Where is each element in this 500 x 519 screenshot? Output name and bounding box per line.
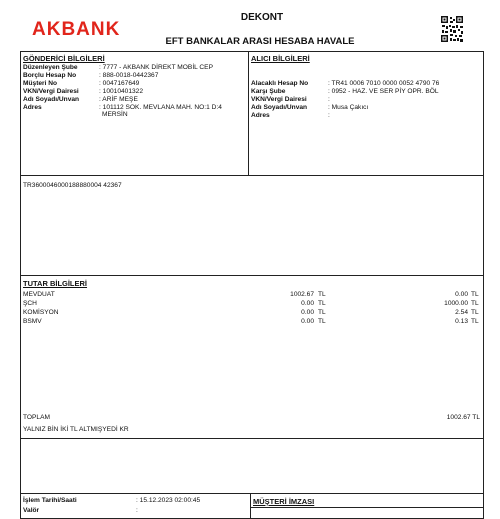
- receiver-section-title: ALICI BİLGİLERİ: [251, 54, 310, 63]
- receiver-row: [251, 104, 368, 112]
- divider: [20, 493, 484, 494]
- field-label: Müşteri No: [23, 80, 58, 87]
- field-label: Adı Soyadı/Unvan: [251, 104, 308, 111]
- amount-value: 0.00: [301, 300, 314, 307]
- field-label: VKN/Vergi Dairesi: [251, 96, 307, 103]
- amount-value: 1002.67: [290, 291, 314, 298]
- amount-value: 0.00: [301, 309, 314, 316]
- sender-row: [23, 88, 143, 96]
- field-value: : TR41 0006 7010 0000 0052 4790 76: [328, 80, 440, 87]
- receiver-row: [251, 96, 330, 104]
- document-title: DEKONT: [240, 12, 284, 23]
- amount-value-2: 0.00: [455, 291, 468, 298]
- currency: TL: [471, 291, 479, 298]
- field-value: : 888-0018-0442367: [99, 72, 159, 79]
- valor-row: [23, 507, 138, 515]
- sender-row: [23, 72, 158, 80]
- total-label: TOPLAM: [23, 414, 50, 421]
- currency: TL: [318, 300, 326, 307]
- sender-row: [23, 96, 138, 104]
- field-value: : Musa Çakıcı: [328, 104, 369, 111]
- currency: TL: [471, 309, 479, 316]
- divider: [20, 438, 484, 439]
- field-value: : 10010401322: [99, 88, 144, 95]
- amount-label: BSMV: [23, 318, 42, 325]
- field-label: Borçlu Hesap No: [23, 72, 77, 79]
- field-label: Alacaklı Hesap No: [251, 80, 309, 87]
- amount-in-words: YALNIZ BİN İKİ TL ALTMIŞYEDİ KR: [23, 426, 129, 433]
- field-value: : 15.12.2023 02:00:45: [136, 497, 201, 504]
- transaction-date-row: [23, 497, 200, 505]
- field-value: :: [328, 112, 330, 119]
- divider: [20, 275, 484, 276]
- column-divider: [250, 493, 251, 519]
- field-label: Adı Soyadı/Unvan: [23, 96, 80, 103]
- field-label: Adres: [251, 112, 270, 119]
- currency: TL: [318, 309, 326, 316]
- akbank-logo: AKBANK: [32, 19, 121, 40]
- field-label: Adres: [23, 104, 42, 111]
- currency: TL: [318, 318, 326, 325]
- sender-row: [23, 80, 139, 88]
- amount-value-2: 2.54: [455, 309, 468, 316]
- currency: TL: [318, 291, 326, 298]
- receipt-frame: [20, 51, 484, 519]
- receiver-row: [251, 112, 330, 120]
- field-value: :: [328, 96, 330, 103]
- field-value: : ARİF MEŞE: [99, 96, 138, 103]
- currency: TL: [471, 318, 479, 325]
- field-label: Düzenleyen Şube: [23, 64, 78, 71]
- column-divider: [248, 51, 249, 175]
- field-value: : 101112 SOK. MEVLANA MAH. NO:1 D:4: [99, 104, 222, 111]
- field-value: : 0047167649: [99, 80, 140, 87]
- receiver-row: [251, 80, 439, 88]
- field-value: : 0952 - HAZ. VE SER PİY OPR. BÖL: [328, 88, 439, 95]
- sender-row: [23, 64, 213, 72]
- address-line-2: MERSİN: [102, 111, 128, 118]
- amount-value: 0.00: [301, 318, 314, 325]
- description-text: TR3600046000188880004 42367: [23, 182, 122, 189]
- currency: TL: [471, 300, 479, 307]
- amount-label: ŞCH: [23, 300, 37, 307]
- field-label: İşlem Tarihi/Saati: [23, 497, 77, 504]
- qr-code-icon: [441, 16, 463, 42]
- field-value: : 7777 - AKBANK DİREKT MOBİL CEP: [99, 64, 213, 71]
- document-subtitle: EFT BANKALAR ARASI HESABA HAVALE: [165, 36, 355, 47]
- total-value: 1002.67 TL: [446, 414, 480, 421]
- field-label: Karşı Şube: [251, 88, 286, 95]
- divider: [20, 175, 484, 176]
- amount-value-2: 1000.00: [444, 300, 468, 307]
- divider: [250, 507, 484, 508]
- amounts-section-title: TUTAR BİLGİLERİ: [23, 279, 88, 288]
- amount-label: MEVDUAT: [23, 291, 55, 298]
- amount-value-2: 0.13: [455, 318, 468, 325]
- field-value: :: [136, 507, 138, 514]
- field-label: Valör: [23, 507, 40, 514]
- sender-section-title: GÖNDERİCİ BİLGİLERİ: [23, 54, 105, 63]
- amount-label: KOMİSYON: [23, 309, 59, 316]
- signature-title: MÜŞTERİ İMZASI: [253, 497, 315, 506]
- receiver-row: [251, 88, 439, 96]
- field-label: VKN/Vergi Dairesi: [23, 88, 79, 95]
